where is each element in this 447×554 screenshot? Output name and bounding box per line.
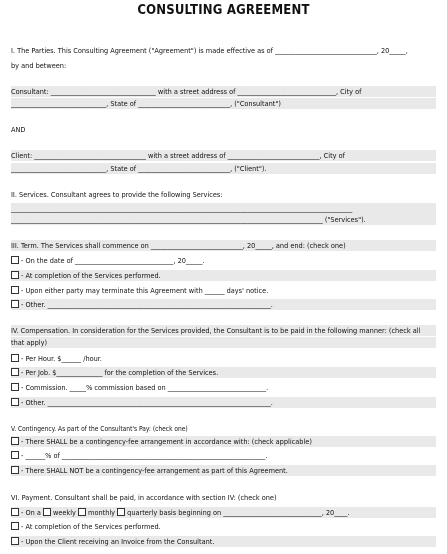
checkbox[interactable] (11, 466, 19, 474)
weekly-label: weekly (52, 508, 76, 517)
compensation-option-label: - Per Job. $______________ for the completion of the Services. (21, 368, 219, 377)
checkbox[interactable] (11, 368, 19, 376)
payment-option-1 (11, 507, 436, 518)
checkbox[interactable] (11, 354, 19, 362)
checkbox[interactable] (11, 300, 19, 308)
compensation-option-2 (11, 367, 436, 378)
services-heading: II. Services. Consultant agrees to provide the following Services: (11, 190, 223, 199)
compensation-heading-1: IV. Compensation. In consideration for the Services provided, the Consultant is to be paid in the following manner: (check all (11, 325, 436, 336)
compensation-heading-2: that apply) (11, 337, 436, 348)
checkbox-monthly[interactable] (78, 508, 86, 516)
payment-option-3 (11, 536, 436, 547)
payment-option-2 (11, 521, 436, 532)
checkbox[interactable] (11, 451, 19, 459)
checkbox[interactable] (11, 383, 19, 391)
and-separator: AND (11, 125, 26, 134)
client-line-2: _____________________________, State of ____________________________, ("Client"). (11, 163, 436, 174)
contingency-heading: V. Contingency. As part of the Consultant's Pay: (check one) (11, 425, 188, 433)
compensation-option-label: - Per Hour. $______ /hour. (21, 354, 102, 363)
contingency-option-1 (11, 436, 436, 447)
term-option-4 (11, 299, 436, 310)
client-line-1: Client: __________________________________ with a street address of ____________________________, City of (11, 150, 436, 161)
term-option-label: - On the date of ______________________________, 20_____. (21, 256, 205, 265)
payment-option-label: - At completion of the Services performed. (21, 522, 161, 531)
checkbox[interactable] (11, 508, 19, 516)
checkbox[interactable] (11, 437, 19, 445)
checkbox-weekly[interactable] (43, 508, 51, 516)
checkbox[interactable] (11, 537, 19, 545)
parties-line-1: I. The Parties. This Consulting Agreement ("Agreement") is made effective as of _______________________________, 20_____, (11, 46, 408, 55)
compensation-option-3 (11, 382, 436, 393)
term-option-label: - Upon either party may terminate this Agreement with ______ days' notice. (21, 286, 269, 295)
compensation-option-label: - Other. ____________________________________________________________________. (21, 398, 273, 407)
checkbox[interactable] (11, 398, 19, 406)
checkbox[interactable] (11, 522, 19, 530)
document-title: CONSULTING AGREEMENT (137, 3, 310, 18)
contingency-option-3 (11, 465, 436, 476)
compensation-option-label: - Commission. _____% commission based on ______________________________. (21, 383, 269, 392)
payment-option-label: - Upon the Client receiving an Invoice from the Consultant. (21, 537, 215, 546)
checkbox[interactable] (11, 271, 19, 279)
contingency-option-label: - There SHALL be a contingency-fee arrangement in accordance with: (check applicable) (21, 437, 312, 446)
contingency-option-2 (11, 450, 436, 461)
term-option-label: - Other. ____________________________________________________________________. (21, 300, 273, 309)
monthly-label: monthly (88, 508, 116, 517)
term-heading: III. Term. The Services shall commence on ____________________________, 20_____, and end: (check one) (11, 240, 436, 251)
compensation-option-1 (11, 353, 436, 364)
services-line-1: ________________________________________________________________________________________________________ (11, 203, 436, 214)
checkbox[interactable] (11, 286, 19, 294)
parties-line-2: by and between: (11, 61, 67, 70)
term-option-2 (11, 270, 436, 281)
checkbox-quarterly[interactable] (117, 508, 125, 516)
term-option-label: - At completion of the Services performed. (21, 271, 161, 280)
term-option-1 (11, 255, 436, 266)
consultant-line-1: Consultant: ________________________________ with a street address of ______________________________, City of (11, 86, 436, 97)
consultant-line-2: _____________________________, State of ____________________________, ("Consultant") (11, 98, 436, 109)
services-line-2: _______________________________________________________________________________________________ ("Services"). (11, 214, 436, 225)
contingency-option-label: - There SHALL NOT be a contingency-fee arrangement as part of this Agreement. (21, 466, 288, 475)
payment-heading: VI. Payment. Consultant shall be paid, in accordance with section IV: (check one) (11, 493, 277, 502)
payment-option-label: - On a (21, 508, 41, 517)
term-option-3 (11, 285, 436, 296)
compensation-option-4 (11, 397, 436, 408)
checkbox[interactable] (11, 256, 19, 264)
quarterly-label: quarterly basis beginning on ______________________________, 20____. (127, 508, 350, 517)
contingency-option-label: - ______% of ______________________________________________________________. (21, 451, 268, 460)
